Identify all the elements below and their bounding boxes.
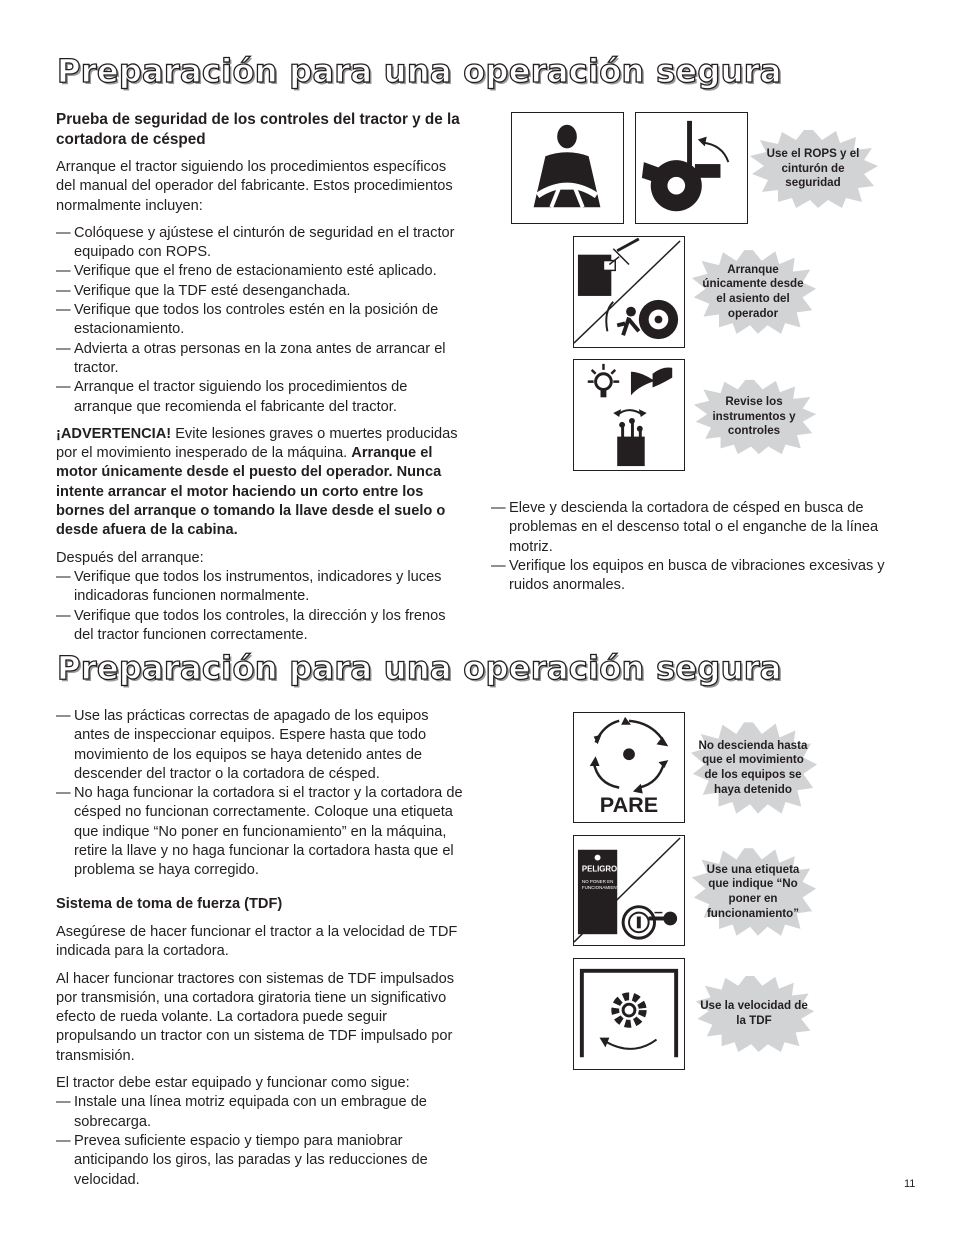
- stop-sign-text: PARE: [599, 792, 659, 818]
- callout-rops: [746, 128, 880, 210]
- warning-text: Evite lesiones graves o muertes producidas por el movimiento inesperado de la máquina.: [56, 425, 458, 462]
- list-item: — Eleve y descienda la cortadora de césped en busca de problemas en el descenso total o el enganche de la línea motriz.: [491, 499, 901, 557]
- lockout-tag-icon: [573, 835, 685, 946]
- section1-intro: Arranque el tractor siguiendo los procedimientos específicos del manual del operador del fabricante. Estos procedimientos normalmente incluyen:: [56, 159, 453, 214]
- list-item: — Verifique que el freno de estacionamiento esté aplicado.: [56, 262, 466, 281]
- callout-stop-motion: [687, 720, 819, 816]
- list-item: — Colóquese y ajústese el cinturón de seguridad en el tractor equipado con ROPS.: [56, 224, 466, 263]
- callout-instruments: [690, 378, 818, 456]
- after-start-label: Después del arranque:: [56, 549, 204, 566]
- warning-paragraph: [56, 425, 466, 541]
- warning-bold-text: Arranque el motor únicamente desde el puesto del operador. Nunca intente arrancar el motor haciendo un corto entre los bornes del arranque o tomando la llave desde el suelo o desde afuera de la cabina.: [56, 445, 446, 539]
- callout-text: Revise los instrumentos y controles: [712, 395, 796, 438]
- list-item: — Verifique los equipos en busca de vibraciones excesivas y ruidos anormales.: [491, 557, 901, 596]
- instruments-controls-icon: [573, 359, 685, 471]
- paragraph: Asegúrese de hacer funcionar el tractor a la velocidad de TDF indicada para la cortadora.: [56, 923, 458, 960]
- pto-speed-icon: [573, 958, 685, 1070]
- warning-label: ¡ADVERTENCIA!: [56, 425, 172, 442]
- stop-motion-icon: [573, 712, 685, 823]
- after-start-list: [56, 568, 466, 645]
- section-title: Preparación para una operación segura: [57, 649, 782, 687]
- shutdown-list: [56, 707, 466, 881]
- callout-start-seat: [688, 248, 818, 336]
- page-number: 11: [904, 1178, 916, 1190]
- list-item: — No haga funcionar la cortadora si el tractor y la cortadora de césped no funcionan correctamente. Coloque una etiqueta que indique “No poner en funcionamiento” en la máquina, retire la llave y no haga funcionar la cortadora hasta que el problema se haya corregido.: [56, 784, 466, 880]
- list-item: — Verifique que todos los controles, la dirección y los frenos del tractor funcionen correctamente.: [56, 607, 466, 646]
- section1-left-column: [56, 110, 466, 653]
- start-from-seat-icon: [573, 236, 685, 348]
- list-item: — Verifique que la TDF esté desenganchada.: [56, 282, 466, 301]
- tag-line-1: NO PONER EN: [581, 879, 614, 885]
- section1-heading: Prueba de seguridad de los controles del tractor y de la cortadora de césped: [56, 111, 460, 148]
- callout-tag: [688, 846, 818, 938]
- section1-right-column: [491, 499, 901, 603]
- equipment-list: [56, 1093, 466, 1189]
- list-item: — Use las prácticas correctas de apagado de los equipos antes de inspeccionar equipos. Espere hasta que todo movimiento de los equipos se haya detenido antes de descender del tractor o la cortadora de césped.: [56, 707, 466, 784]
- tag-line-2: FUNCIONAMIENTO: [581, 885, 623, 891]
- callout-text: No descienda hasta que el movimiento de los equipos se haya detenido: [698, 738, 808, 796]
- callout-pto-speed: [692, 974, 816, 1054]
- list-item: — Arranque el tractor siguiendo los procedimientos de arranque que recomienda el fabricante del tractor.: [56, 378, 466, 417]
- list-item: — Prevea suficiente espacio y tiempo para maniobrar anticipando los giros, las paradas y las reducciones de velocidad.: [56, 1132, 466, 1190]
- section2-left-column: [56, 707, 466, 1198]
- tag-header-text: PELIGRO: [581, 864, 618, 874]
- list-item: — Instale una línea motriz equipada con un embrague de sobrecarga.: [56, 1093, 466, 1132]
- callout-text: Use la velocidad de la TDF: [700, 999, 808, 1027]
- paragraph: Al hacer funcionar tractores con sistemas de TDF impulsados por transmisión, una cortadora giratoria tiene un significativo efecto de rueda volante. La cortadora puede seguir propulsando un tractor con un sistema de TDF impulsado por transmisión.: [56, 970, 454, 1064]
- callout-text: Use el ROPS y el cinturón de seguridad: [766, 147, 860, 190]
- page-title: Preparación para una operación segura: [57, 52, 782, 90]
- paragraph: El tractor debe estar equipado y funcionar como sigue:: [56, 1075, 410, 1092]
- rops-tractor-icon: [635, 112, 748, 224]
- pto-subheading: Sistema de toma de fuerza (TDF): [56, 895, 283, 912]
- seatbelt-operator-icon: [511, 112, 624, 224]
- callout-text: Arranque únicamente desde el asiento del operador: [702, 262, 804, 320]
- check-list: [491, 499, 901, 595]
- startup-procedure-list: [56, 224, 466, 417]
- list-item: — Verifique que todos los instrumentos, indicadores y luces indicadoras funcionen normalmente.: [56, 568, 466, 607]
- list-item: — Verifique que todos los controles estén en la posición de estacionamiento.: [56, 301, 466, 340]
- callout-text: Use una etiqueta que indique “No poner en funcionamiento”: [706, 862, 800, 920]
- list-item: — Advierta a otras personas en la zona antes de arrancar el tractor.: [56, 340, 466, 379]
